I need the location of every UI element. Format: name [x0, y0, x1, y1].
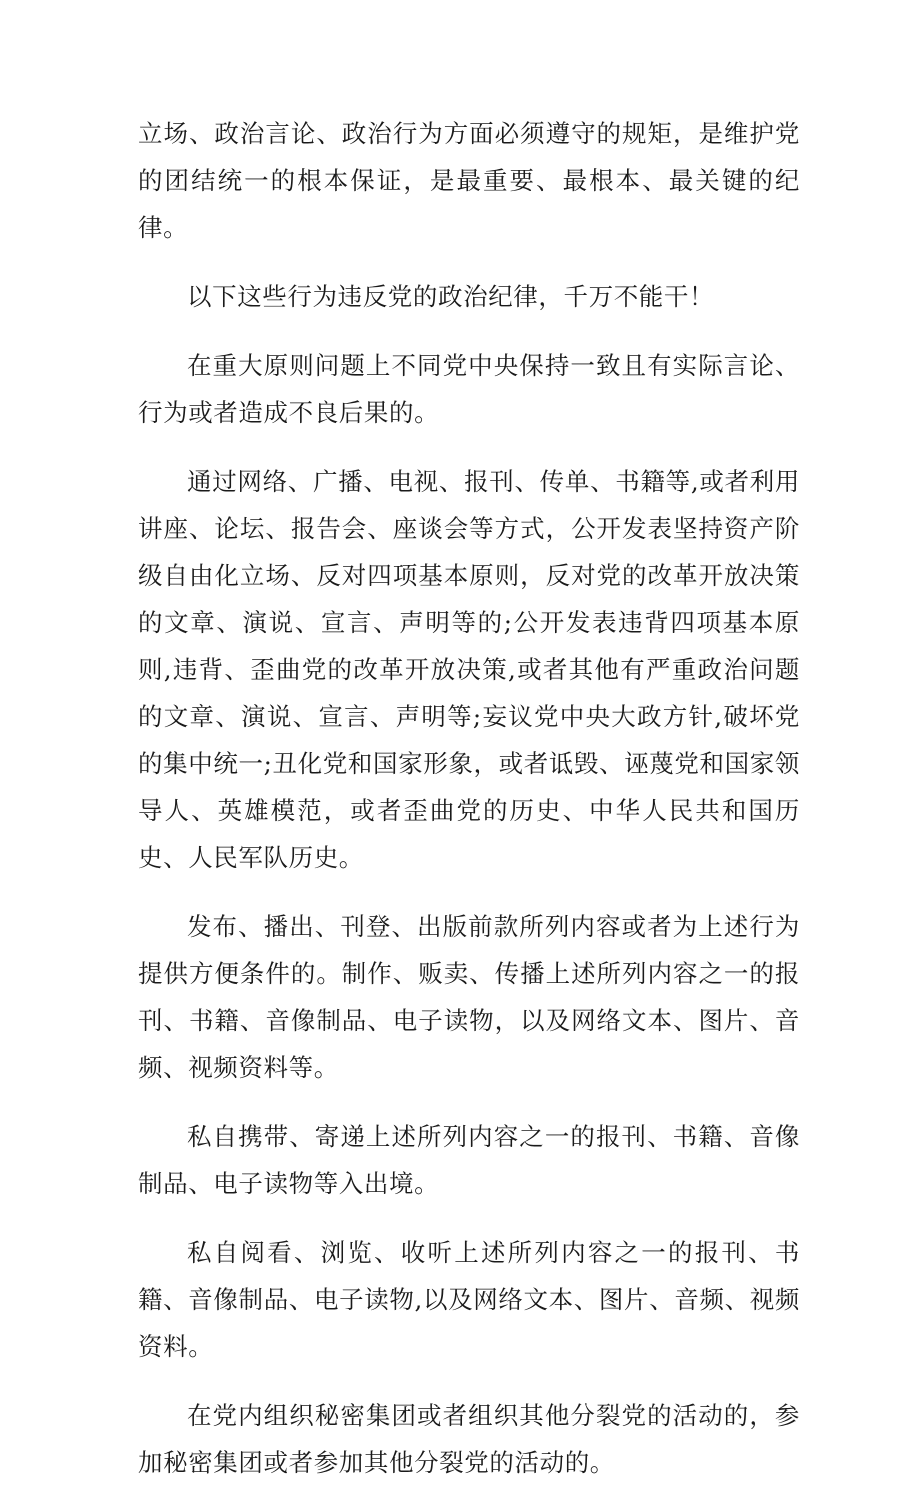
paragraph-2: 以下这些行为违反党的政治纪律，千万不能干！: [187, 282, 715, 311]
paragraph-5: 发布、播出、刊登、出版前款所列内容或者为上述行为提供方便条件的。制作、贩卖、传播上述所列内容之一的报刊、书籍、音像制品、电子读物，以及网络文本、图片、音频、视频资料等。: [138, 912, 800, 1082]
paragraph-7: 私自阅看、浏览、收听上述所列内容之一的报刊、书籍、音像制品、电子读物,以及网络文本、图片、音频、视频资料。: [138, 1238, 800, 1361]
paragraph-8: 在党内组织秘密集团或者组织其他分裂党的活动的，参加秘密集团或者参加其他分裂党的活动的。: [138, 1401, 800, 1477]
paragraph-4: 通过网络、广播、电视、报刊、传单、书籍等,或者利用讲座、论坛、报告会、座谈会等方式，公开发表坚持资产阶级自由化立场、反对四项基本原则，反对党的改革开放决策的文章、演说、宣言、声明等的;公开发表违背四项基本原则,违背、歪曲党的改革开放决策,或者其他有严重政治问题的文章、演说、宣言、声明等;妄议党中央大政方针,破坏党的集中统一;丑化党和国家形象，或者诋毁、诬蔑党和国家领导人、英雄模范，或者歪曲党的历史、中华人民共和国历史、人民军队历史。: [138, 467, 800, 872]
paragraph-6: 私自携带、寄递上述所列内容之一的报刊、书籍、音像制品、电子读物等入出境。: [138, 1122, 800, 1198]
document-body: [138, 110, 800, 1508]
paragraph-1: 立场、政治言论、政治行为方面必须遵守的规矩，是维护党的团结统一的根本保证，是最重要、最根本、最关键的纪律。: [138, 119, 800, 242]
paragraph-3: 在重大原则问题上不同党中央保持一致且有实际言论、行为或者造成不良后果的。: [138, 351, 800, 427]
